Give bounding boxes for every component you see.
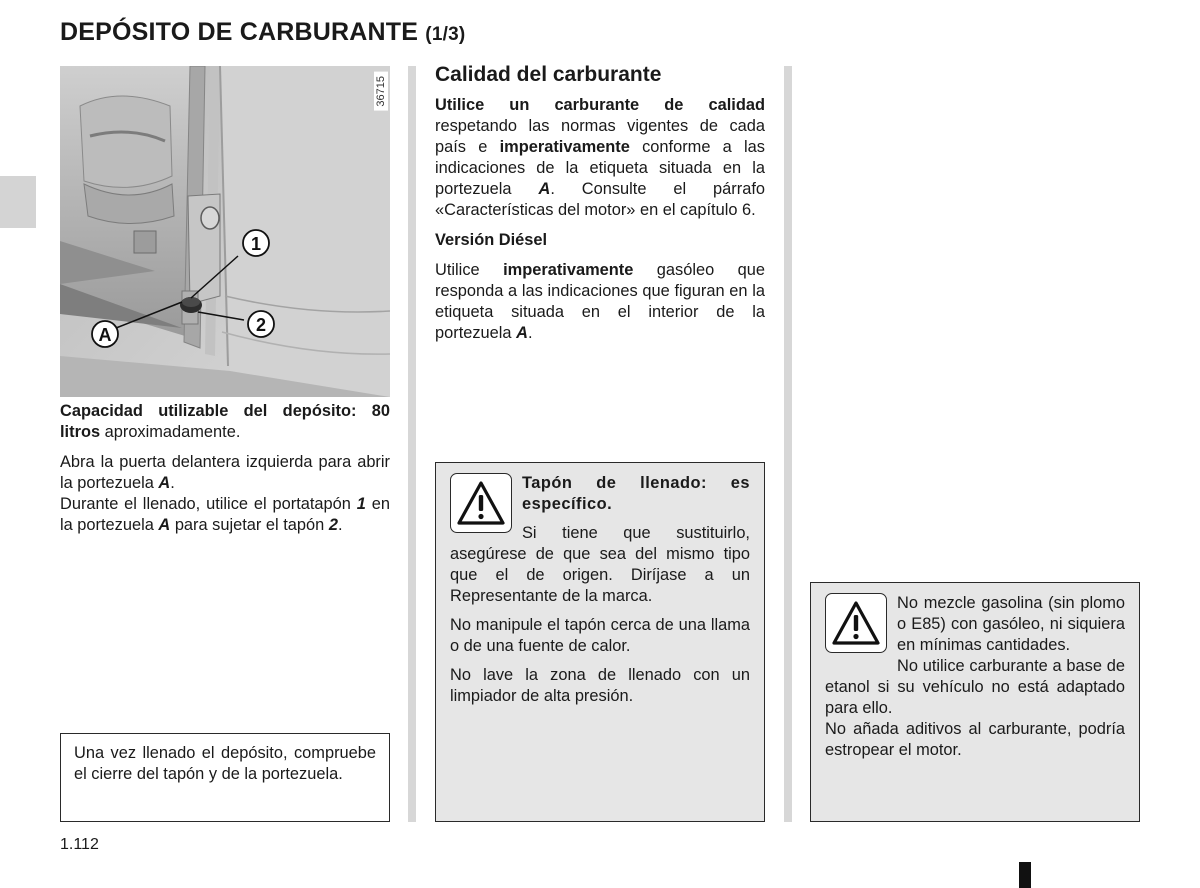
page-title <box>60 18 465 47</box>
filling-paragraph <box>60 494 390 536</box>
side-tab <box>0 176 36 228</box>
quality-text-2: conforme a las indicaciones de la etiqueta situada en la portezuela <box>435 138 765 198</box>
warning1-heading: Tapón de llenado: es específico. <box>522 474 750 513</box>
diesel-ref-a: A <box>516 324 528 342</box>
fuel-mixing-warning <box>810 582 1140 822</box>
warning2-p2: No utilice carburante a base de etanol si su vehículo no está adaptado para ello. <box>825 657 1125 717</box>
page-title-text: DEPÓSITO DE CARBURANTE <box>60 18 419 46</box>
warning-triangle-icon <box>825 593 887 653</box>
filling-text-2: en la portezuela <box>60 495 390 534</box>
ref-a: A <box>158 474 171 492</box>
warning2-p3: No añada aditivos al carburante, podría estropear el motor. <box>825 720 1125 759</box>
filling-text-1: Durante el llenado, utilice el portatapón <box>60 495 357 513</box>
filler-cap-warning <box>435 462 765 822</box>
ref-2: 2 <box>328 516 338 534</box>
diesel-text-2: gasóleo que responda a las indicaciones que figuran en la etiqueta situada en el interior de la portezuela <box>435 261 766 342</box>
callout-1-label: 1 <box>250 234 262 254</box>
fuel-door-drawing <box>60 66 390 397</box>
ref-1: 1 <box>356 495 366 513</box>
column-divider-right <box>784 66 792 822</box>
quality-bold-2: imperativamente <box>499 138 630 156</box>
quality-text-3: . Consulte el párrafo «Características del motor» en el capítulo 6. <box>435 180 765 219</box>
page-number: 1.112 <box>60 836 99 853</box>
page-title-part: (1/3) <box>425 24 466 45</box>
section-title: Calidad del carburante <box>435 63 662 86</box>
filling-text-3: para sujetar el tapón <box>170 516 329 534</box>
open-door-paragraph <box>60 452 390 494</box>
callout-a-label: A <box>98 325 112 345</box>
warning1-p1: Si tiene que sustituirlo, asegúrese de que sea del mismo tipo que el de origen. Diríjase a un Representante de la marca. <box>450 524 750 605</box>
fuel-door-illustration <box>60 66 390 397</box>
open-door-text: Abra la puerta delantera izquierda para abrir la portezuela <box>60 453 390 492</box>
diesel-paragraph <box>435 260 765 344</box>
diesel-heading: Versión Diésel <box>435 231 548 249</box>
warning-triangle-icon <box>450 473 512 533</box>
quality-paragraph <box>435 95 765 221</box>
callout-2-label: 2 <box>255 315 267 335</box>
diesel-text-1: Utilice <box>435 261 504 279</box>
quality-text-1: respetando las normas vigentes de cada país e <box>435 117 765 156</box>
capacity-bold: Capacidad utilizable del depósito: 80 litros <box>60 402 390 441</box>
filling-text-4: . <box>337 516 343 534</box>
open-door-end: . <box>170 474 175 492</box>
capacity-section <box>60 401 390 545</box>
quality-bold-1: Utilice un carburante de calidad <box>435 96 765 114</box>
fuel-quality-section <box>435 62 765 353</box>
ref-a-2: A <box>158 516 171 534</box>
diesel-text-3: . <box>527 324 533 342</box>
diesel-bold: imperativamente <box>503 261 634 279</box>
check-cap-note: Una vez llenado el depósito, compruebe el cierre del tapón y de la portezuela. <box>60 733 390 822</box>
column-divider-left <box>408 66 416 822</box>
figure-number: 36715 <box>374 72 388 111</box>
capacity-rest: aproximadamente. <box>100 423 241 441</box>
quality-ref-a: A <box>538 180 551 198</box>
warning2-p1: No mezcle gasolina (sin plomo o E85) con gasóleo, ni siquiera en mínimas cantidades. <box>897 594 1125 654</box>
warning1-p2: No manipule el tapón cerca de una llama o de una fuente de calor. <box>450 616 750 655</box>
page-edge-marker <box>1019 862 1031 888</box>
capacity-paragraph <box>60 401 390 443</box>
warning1-p3: No lave la zona de llenado con un limpiador de alta presión. <box>450 666 750 705</box>
